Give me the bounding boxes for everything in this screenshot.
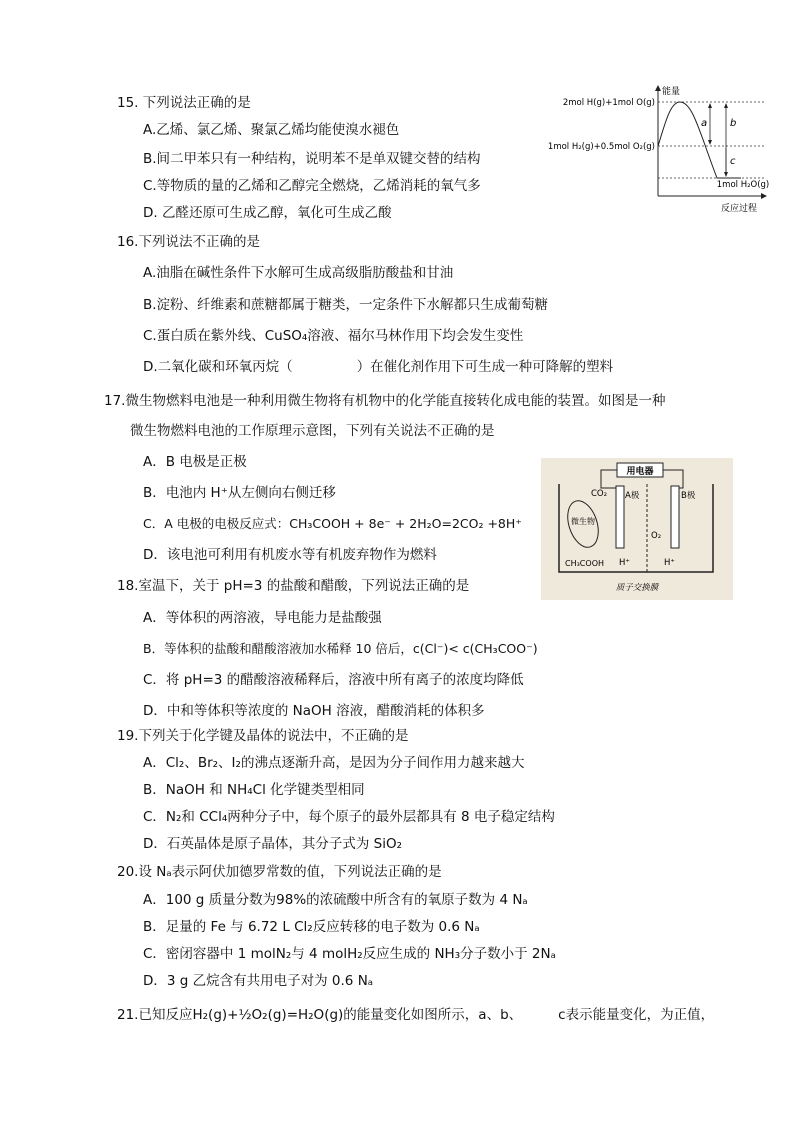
q16-option-a: A.油脂在碱性条件下水解可生成高级脂肪酸盐和甘油 — [143, 265, 454, 281]
arrow-b-label: b — [730, 118, 737, 129]
q19-option-a: A．Cl₂、Br₂、I₂的沸点逐渐升高，是因为分子间作用力越来越大 — [143, 755, 525, 771]
arrow-a-head-top — [708, 103, 712, 108]
q17-option-b: B．电池内 H⁺从左侧向右侧迁移 — [143, 485, 336, 501]
energy-curve — [658, 102, 741, 178]
q16-stem: 16.下列说法不正确的是 — [117, 234, 260, 250]
electrode-b-label: B极 — [681, 491, 696, 501]
energy-x-arrowhead — [761, 193, 767, 199]
q16-option-d: D.二氧化碳和环氧丙烷（ ）在催化剂作用下可生成一种可降解的塑料 — [143, 359, 614, 375]
arrow-a-head-bottom — [708, 140, 712, 145]
arrow-a-label: a — [701, 118, 708, 129]
fuel-cell-diagram — [541, 458, 733, 600]
arrow-c-label: c — [730, 156, 736, 167]
q18-option-b: B．等体积的盐酸和醋酸溶液加水稀释 10 倍后，c(Cl⁻)< c(CH₃COO⁻) — [143, 641, 538, 656]
level-bottom-label: 1mol H₂O(g) — [716, 180, 770, 190]
electrode-a — [616, 486, 624, 548]
q15-option-b: B.间二甲苯只有一种结构，说明苯不是单双键交替的结构 — [143, 151, 481, 167]
membrane-label: 质子交换膜 — [615, 583, 659, 593]
arrow-b-head-top — [724, 103, 728, 108]
q20-stem: 20.设 Nₐ表示阿伏加德罗常数的值，下列说法正确的是 — [117, 864, 442, 880]
q19-option-c: C．N₂和 CCl₄两种分子中，每个原子的最外层都具有 8 电子稳定结构 — [143, 809, 555, 825]
q15-option-a: A.乙烯、氯乙烯、聚氯乙烯均能使溴水褪色 — [143, 122, 400, 138]
q17-option-a: A．B 电极是正极 — [143, 454, 247, 470]
q19-stem: 19.下列关于化学键及晶体的说法中，不正确的是 — [117, 728, 409, 744]
q17-option-d: D．该电池可利用有机废水等有机废弃物作为燃料 — [143, 547, 437, 563]
q20-option-d: D．3 g 乙烷含有共用电子对为 0.6 Nₐ — [143, 973, 374, 989]
microbe-label: 微生物 — [571, 517, 595, 526]
q18-option-a: A．等体积的两溶液，导电能力是盐酸强 — [143, 610, 382, 626]
q17-stem: 17.微生物燃料电池是一种利用微生物将有机物中的化学能直接转化成电能的装置。如图是一种 — [104, 393, 666, 409]
energy-y-label: 能量 — [662, 87, 681, 97]
h-plus-left-label: H⁺ — [619, 558, 630, 568]
q15-option-c: C.等物质的量的乙烯和乙醇完全燃烧，乙烯消耗的氧气多 — [143, 178, 481, 194]
q18-option-c: C．将 pH=3 的醋酸溶液稀释后，溶液中所有离子的浓度均降低 — [143, 672, 524, 688]
acetic-acid-label: CH₃COOH — [565, 559, 605, 568]
q17-option-c: C．A 电极的电极反应式：CH₃COOH + 8e⁻ + 2H₂O=2CO₂ +8H⁺ — [143, 516, 522, 531]
q19-option-b: B．NaOH 和 NH₄Cl 化学键类型相同 — [143, 782, 365, 798]
o2-label: O₂ — [651, 531, 662, 541]
co2-label: CO₂ — [591, 489, 608, 499]
q16-option-c: C.蛋白质在紫外线、CuSO₄溶液、福尔马林作用下均会发生变性 — [143, 328, 524, 344]
q18-stem: 18.室温下，关于 pH=3 的盐酸和醋酸，下列说法正确的是 — [117, 578, 470, 594]
q21-stem: 21.已知反应H₂(g)+½O₂(g)=H₂O(g)的能量变化如图所示，a、b、 c表示能量变化，为正值， — [117, 1007, 715, 1023]
q19-option-d: D．石英晶体是原子晶体，其分子式为 SiO₂ — [143, 836, 403, 852]
q20-option-c: C．密闭容器中 1 molN₂与 4 molH₂反应生成的 NH₃分子数小于 2Nₐ — [143, 946, 556, 962]
q16-option-b: B.淀粉、纤维素和蔗糖都属于糖类，一定条件下水解都只生成葡萄糖 — [143, 297, 549, 313]
energy-diagram — [545, 84, 770, 216]
q20-option-b: B．足量的 Fe 与 6.72 L Cl₂反应转移的电子数为 0.6 Nₐ — [143, 919, 480, 935]
q15-stem: 15. 下列说法正确的是 — [117, 95, 251, 111]
q18-option-d: D．中和等体积等浓度的 NaOH 溶液，醋酸消耗的体积多 — [143, 703, 485, 719]
device-label: 用电器 — [626, 467, 654, 477]
q20-option-a: A．100 g 质量分数为98%的浓硫酸中所含有的氧原子数为 4 Nₐ — [143, 892, 528, 908]
energy-y-arrowhead — [655, 85, 661, 91]
energy-x-label: 反应过程 — [721, 204, 758, 214]
q17-stem-line2: 微生物燃料电池的工作原理示意图，下列有关说法不正确的是 — [130, 423, 495, 439]
level-top-label: 2mol H(g)+1mol O(g) — [562, 98, 655, 108]
level-mid-label: 1mol H₂(g)+0.5mol O₂(g) — [547, 142, 655, 152]
h-plus-right-label: H⁺ — [664, 558, 675, 568]
electrode-b — [671, 486, 679, 548]
q15-option-d: D. 乙醛还原可生成乙醇，氧化可生成乙酸 — [143, 205, 392, 221]
electrode-a-label: A极 — [625, 491, 640, 501]
